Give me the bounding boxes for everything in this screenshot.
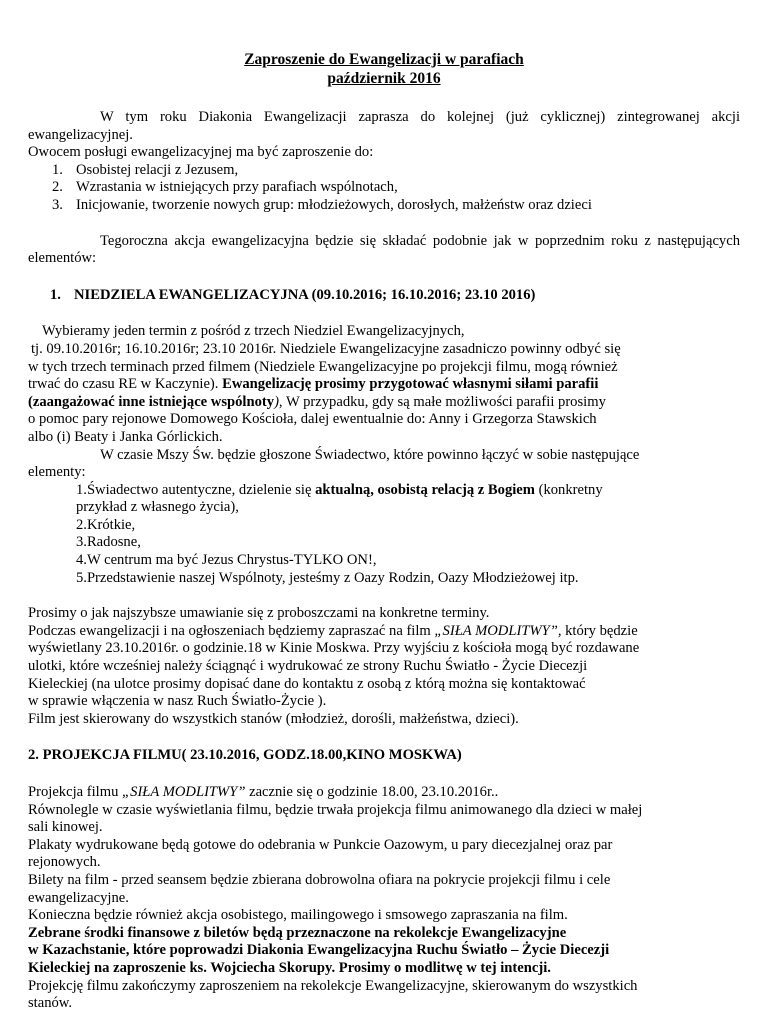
s2-bold-line: Kieleckiej na zaproszenie ks. Wojciecha Skorupy. Prosimy o modlitwę w tej intencji. <box>28 959 551 976</box>
s2-line: Plakaty wydrukowane będą gotowe do odebrania w Punkcie Oazowym, u pary diecezjalnej oraz par <box>28 836 613 853</box>
goal-item <box>28 162 740 180</box>
section-2-body <box>28 784 740 1013</box>
document-page <box>28 50 740 1013</box>
testimony-element: przykład z własnego życia), <box>76 499 239 516</box>
testimony-element: 3.Radosne, <box>76 534 141 551</box>
s2-text: Projekcja filmu <box>28 784 123 800</box>
el-bold-text: aktualną, osobistą relacją z Bogiem <box>315 481 535 498</box>
goal-text: Osobistej relacji z Jezusem, <box>76 161 239 178</box>
film-title-italic: „SIŁA MODLITWY” <box>122 784 246 800</box>
s2-line: Konieczna będzie również akcja osobistego, mailingowego i smsowego zapraszania na film. <box>28 907 568 924</box>
s1-line: w sprawie włączenia w nasz Ruch Światło-Życie ). <box>28 693 327 710</box>
s2-line: stanów. <box>28 995 73 1012</box>
s1-line <box>28 623 740 641</box>
s2-bold-line: w Kazachstanie, które poprowadzi Diakonia Ewangelizacyjna Ruchu Światło – Życie Diecezji <box>28 942 610 959</box>
section-1-number: 1. <box>50 286 61 303</box>
title-line-2: październik 2016 <box>327 70 441 87</box>
testimony-elements-list <box>76 482 740 588</box>
elements-intro-paragraph: Tegoroczna akcja ewangelizacyjna będzie się składać podobnie jak w poprzednim roku z następujących elementów: <box>28 232 740 267</box>
s1-line: albo (i) Beaty i Janka Górlickich. <box>28 428 223 445</box>
s2-line: rejonowych. <box>28 854 101 871</box>
s1-line: Kieleckiej (na ulotce prosimy dopisać dane do kontaktu z osobą z którą można się kontaktować <box>28 675 586 692</box>
s1-line <box>28 376 740 394</box>
s1-line: ulotki, które wcześniej należy ściągnąć i wydrukować ze strony Ruchu Światło - Życie Diecezji <box>28 658 588 675</box>
title-line-1: Zaproszenie do Ewangelizacji w parafiach <box>244 51 524 68</box>
s1-bold-text: (zaangażować inne istniejące wspólnoty <box>28 393 275 410</box>
s1-text: który będzie <box>561 622 638 639</box>
film-title-italic: „SIŁA MODLITWY”, <box>434 622 562 639</box>
goal-text: Inicjowanie, tworzenie nowych grup: młodzieżowych, dorosłych, małżeństw oraz dzieci <box>76 196 592 213</box>
s2-text: zacznie się o godzinie 18.00, 23.10.2016r.. <box>245 784 499 800</box>
s1-line <box>28 394 740 412</box>
s2-line: Bilety na film - przed seansem będzie zbierana dobrowolna ofiara na pokrycie projekcji filmu i cele <box>28 871 611 888</box>
s1-line: elementy: <box>28 464 86 481</box>
s1-text: Podczas ewangelizacji i na ogłoszeniach będziemy zapraszać na film <box>28 622 435 639</box>
s1-line: Film jest skierowany do wszystkich stanów (młodzież, dorośli, małżeństwa, dzieci). <box>28 710 519 727</box>
goals-list <box>28 162 740 215</box>
s1-line: o pomoc pary rejonowe Domowego Kościoła, dalej ewentualnie do: Anny i Grzegorza Stawskich <box>28 411 597 428</box>
s1-line: wyświetlany 23.10.2016r. o godzinie.18 w Kinie Moskwa. Przy wyjściu z kościoła mogą być rozdawane <box>28 640 640 657</box>
testimony-element: 5.Przedstawienie naszej Wspólnoty, jesteśmy z Oazy Rodzin, Oazy Młodzieżowej itp. <box>76 569 579 586</box>
s2-line: Projekcję filmu zakończymy zaproszeniem na rekolekcje Ewangelizacyjne, skierowanym do wszystkich <box>28 977 638 994</box>
goal-item <box>28 197 740 215</box>
section-1-body <box>28 323 740 728</box>
intro-paragraph: W tym roku Diakonia Ewangelizacji zaprasza do kolejnej (już cyklicznej) zintegrowanej akcji ewangelizacyjnej. <box>28 109 740 143</box>
intro-goals-lead: Owocem posługi ewangelizacyjnej ma być zaproszenie do: <box>28 144 374 161</box>
s1-line: w tych trzech terminach przed filmem (Niedziele Ewangelizacyjne po projekcji filmu, mogą również <box>28 358 618 375</box>
section-1-heading <box>50 287 740 305</box>
s1-italic-text: ), <box>274 393 283 410</box>
goal-item <box>28 179 740 197</box>
s2-line: ewangelizacyjne. <box>28 889 129 906</box>
s2-line: sali kinowej. <box>28 819 103 836</box>
s1-bold-text: Ewangelizację prosimy przygotować własnymi siłami parafii <box>222 376 599 393</box>
section-1-title: NIEDZIELA EWANGELIZACYJNA (09.10.2016; 16.10.2016; 23.10 2016) <box>74 286 536 303</box>
el-text: (konkretny <box>534 481 603 498</box>
goal-number: 1. <box>52 161 63 178</box>
document-title <box>28 50 740 88</box>
s1-line: Wybieramy jeden termin z pośród z trzech Niedziel Ewangelizacyjnych, <box>42 323 465 340</box>
section-2-heading: 2. PROJEKCJA FILMU( 23.10.2016, GODZ.18.00,KINO MOSKWA) <box>28 747 462 764</box>
goal-text: Wzrastania w istniejących przy parafiach wspólnotach, <box>76 179 398 196</box>
testimony-element: 2.Krótkie, <box>76 516 136 533</box>
el-text: 1.Świadectwo autentyczne, dzielenie się <box>76 481 316 498</box>
s2-bold-line: Zebrane środki finansowe z biletów będą przeznaczone na rekolekcje Ewangelizacyjne <box>28 924 567 941</box>
s1-line: Prosimy o jak najszybsze umawianie się z proboszczami na konkretne terminy. <box>28 605 490 622</box>
s1-text: trwać do czasu RE w Kaczynie). <box>28 376 223 393</box>
testimony-element: 4.W centrum ma być Jezus Chrystus-TYLKO ON!, <box>76 552 377 569</box>
goal-number: 2. <box>52 179 63 196</box>
s1-line: tj. 09.10.2016r; 16.10.2016r; 23.10 2016r. Niedziele Ewangelizacyjne zasadniczo powinny odbyć się <box>31 340 621 357</box>
goal-number: 3. <box>52 196 63 213</box>
testimony-element <box>76 482 740 500</box>
s1-text: W przypadku, gdy są małe możliwości parafii prosimy <box>282 393 606 410</box>
s2-line: Równolegle w czasie wyświetlania filmu, będzie trwała projekcja filmu animowanego dla dzieci w małej <box>28 801 643 818</box>
s2-line <box>28 784 740 802</box>
s1-line: W czasie Mszy Św. będzie głoszone Świadectwo, które powinno łączyć w sobie następujące <box>100 446 640 463</box>
